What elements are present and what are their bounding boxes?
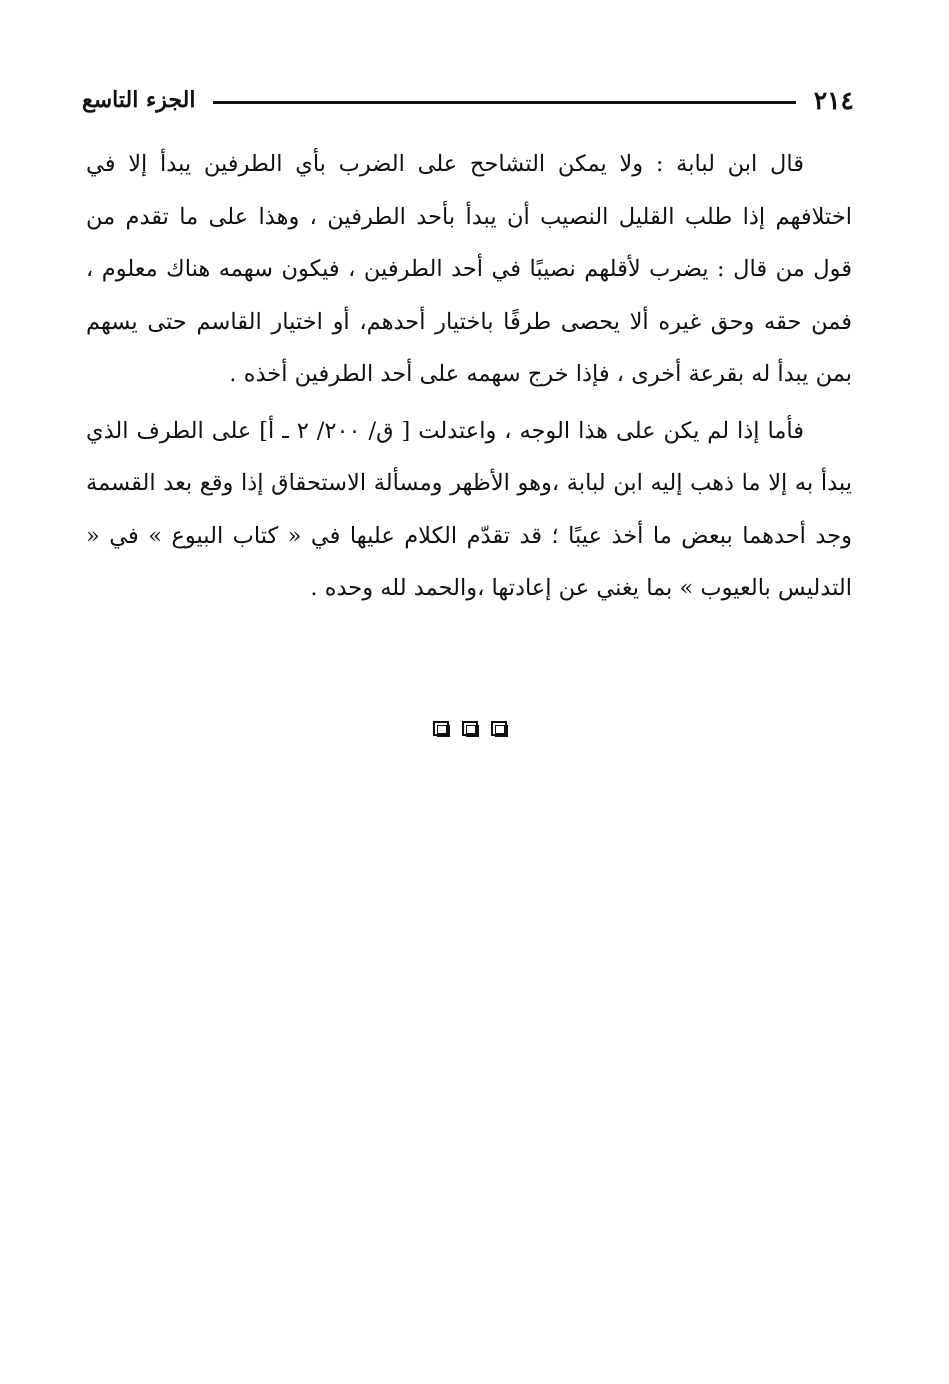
ornament-square-icon bbox=[491, 721, 509, 738]
paragraph: قال ابن لبابة : ولا يمكن التشاحح على الضرب بأي الطرفين يبدأ إلا في اختلافهم إذا طلب القليل النصيب أن يبدأ بأحد الطرفين ، وهذا على ما تقدم من قول من قال : يضرب لأقلهم نصيبًا في أحد الطرفين ، فيكون سهمه هناك معلوم ، فمن حقه وحق غيره ألا يحصى طرفًا باختيار أحدهم، أو اختيار القاسم حتى يسهم بمن يبدأ له بقرعة أخرى ، فإذا خرج سهمه على أحد الطرفين أخذه . bbox=[86, 151, 852, 387]
ornament-square-icon bbox=[433, 721, 451, 738]
triple-square-ornament-icon bbox=[433, 717, 509, 741]
page-number: ٢١٤ bbox=[813, 85, 854, 115]
header-rule bbox=[213, 101, 795, 104]
running-title: الجزء التاسع bbox=[82, 87, 196, 113]
body-text bbox=[86, 138, 852, 615]
page-header bbox=[82, 78, 854, 122]
ornament-square-icon bbox=[462, 721, 480, 738]
paragraph: فأما إذا لم يكن على هذا الوجه ، واعتدلت [ ق/ ٢٠٠/ ٢ ـ أ] على الطرف الذي يبدأ به إلا ما ذهب إليه ابن لبابة ،وهو الأظهر ومسألة الاستحقاق إذا وقع بعد القسمة وجد أحدهما ببعض ما أخذ عيبًا ؛ قد تقدّم الكلام عليها في « كتاب البيوع » في « التدليس بالعيوب » بما يغني عن إعادتها ،والحمد لله وحده . bbox=[86, 417, 852, 601]
